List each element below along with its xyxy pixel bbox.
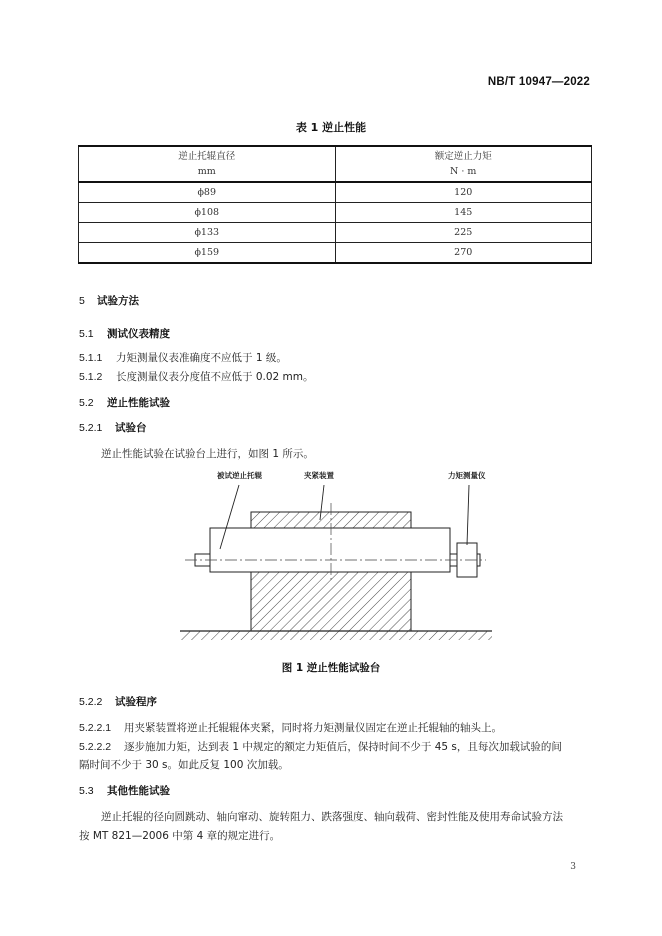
label-clamp: 夹紧装置 xyxy=(304,471,334,480)
section-5-heading xyxy=(79,293,139,308)
section-5-2-heading xyxy=(79,395,170,410)
other-tests-paragraph-line1: 逆止托辊的径向圆跳动、轴向窜动、旋转阻力、跌落强度、轴向载荷、密封性能及使用寿命试验方法 xyxy=(101,811,563,823)
section-title: 试验程序 xyxy=(115,696,157,708)
clause-5-1-2 xyxy=(79,369,314,384)
col-diameter-unit: mm xyxy=(197,166,216,177)
section-title: 试验台 xyxy=(115,422,147,434)
standard-id: NB/T 10947—2022 xyxy=(487,76,590,88)
table-row xyxy=(79,223,592,243)
torque-cell: 225 xyxy=(335,223,592,243)
section-number: 5.2 xyxy=(79,397,94,409)
section-5-3-heading xyxy=(79,783,170,798)
diameter-cell: ϕ108 xyxy=(79,203,336,223)
section-title: 其他性能试验 xyxy=(107,785,170,797)
diameter-cell: ϕ159 xyxy=(79,243,336,264)
col-diameter-name: 逆止托辊直径 xyxy=(178,151,236,162)
meter-leader xyxy=(467,485,469,545)
section-5-1-heading xyxy=(79,326,170,341)
clamp-lower-block xyxy=(251,572,411,631)
section-title: 逆止性能试验 xyxy=(107,397,170,409)
col-torque-unit: N · m xyxy=(450,166,477,177)
section-number: 5 xyxy=(79,295,85,307)
table-caption: 表 1 逆止性能 xyxy=(295,121,367,134)
section-title: 测试仪表精度 xyxy=(107,328,170,340)
test-bench-figure xyxy=(180,463,492,648)
diameter-cell: ϕ133 xyxy=(79,223,336,243)
section-title: 试验方法 xyxy=(97,295,139,307)
clause-number: 5.1.2 xyxy=(79,371,103,383)
clause-number: 5.2.2.2 xyxy=(79,741,112,753)
clause-text-line1: 逐步施加力矩，达到表 1 中规定的额定力矩值后，保持时间不少于 45 s，且每次加载试验的间 xyxy=(124,741,562,753)
clause-text: 力矩测量仪表准确度不应低于 1 级。 xyxy=(116,352,287,364)
table-row xyxy=(79,203,592,223)
torque-cell: 145 xyxy=(335,203,592,223)
clause-text: 长度测量仪表分度值不应低于 0.02 mm。 xyxy=(116,371,314,383)
torque-cell: 270 xyxy=(335,243,592,264)
clause-5-1-1 xyxy=(79,350,287,365)
clause-number: 5.1.1 xyxy=(79,352,103,364)
table-row xyxy=(79,182,592,203)
col-torque-name: 额定逆止力矩 xyxy=(434,151,492,162)
figure-caption: 图 1 逆止性能试验台 xyxy=(281,662,381,674)
page-number: 3 xyxy=(570,862,576,872)
section-number: 5.3 xyxy=(79,785,94,797)
roller-body xyxy=(210,528,450,572)
label-roller: 被试逆止托辊 xyxy=(217,471,262,480)
ground-base xyxy=(180,631,492,640)
table-header-row xyxy=(79,146,592,182)
section-number: 5.2.2 xyxy=(79,696,103,708)
section-number: 5.1 xyxy=(79,328,94,340)
diameter-cell: ϕ89 xyxy=(79,182,336,203)
clause-5-2-2-2-cont: 隔时间不少于 30 s。如此反复 100 次加载。 xyxy=(79,759,289,771)
section-number: 5.2.1 xyxy=(79,422,103,434)
col-diameter-header xyxy=(79,146,336,182)
test-bench-paragraph: 逆止性能试验在试验台上进行，如图 1 所示。 xyxy=(101,448,314,460)
clause-5-2-2-2 xyxy=(79,739,599,754)
clause-5-2-2-1 xyxy=(79,720,502,735)
reverse-stop-performance-table xyxy=(78,145,592,264)
clause-text: 用夹紧装置将逆止托辊辊体夹紧，同时将力矩测量仪固定在逆止托辊轴的轴头上。 xyxy=(124,722,502,734)
section-5-2-1-heading xyxy=(79,420,147,435)
table-row xyxy=(79,243,592,264)
clause-number: 5.2.2.1 xyxy=(79,722,112,734)
label-meter: 力矩测量仪 xyxy=(448,471,486,480)
torque-cell: 120 xyxy=(335,182,592,203)
section-5-2-2-heading xyxy=(79,694,157,709)
col-torque-header xyxy=(335,146,592,182)
other-tests-paragraph-line2: 按 MT 821—2006 中第 4 章的规定进行。 xyxy=(79,830,281,842)
